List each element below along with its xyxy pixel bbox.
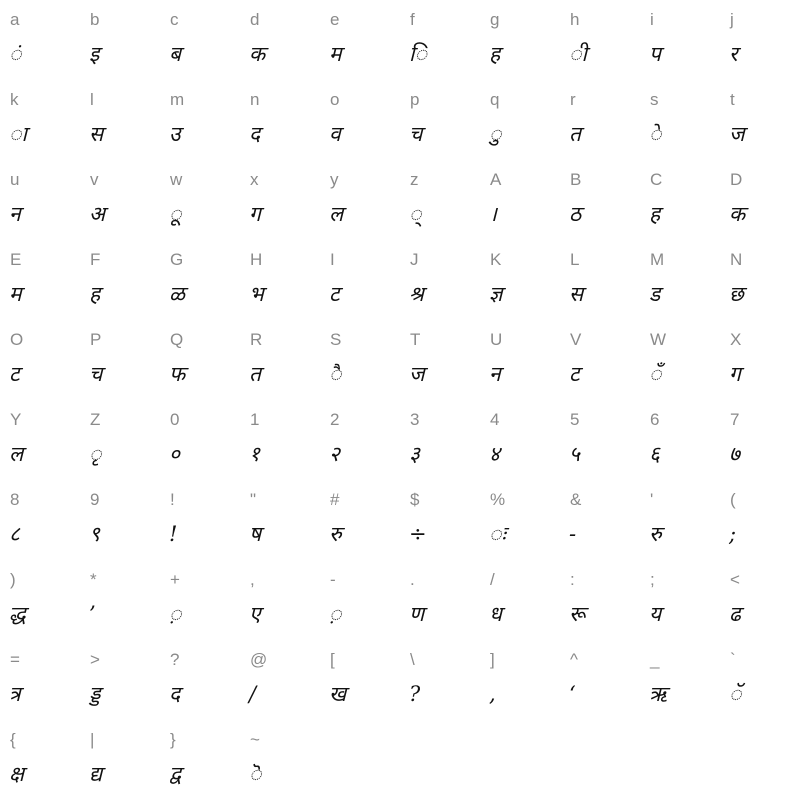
key-label: . [410,570,415,589]
char-cell [640,240,720,320]
char-cell [480,160,560,240]
char-cell [0,640,80,720]
glyph-sample: ळ [169,282,185,306]
key-label: Y [10,410,22,429]
glyph-sample: त्र [9,682,21,706]
glyph-sample: ८ [9,522,20,546]
glyph-sample: ॆ [249,762,262,786]
glyph-sample: ६ [649,442,660,466]
char-cell [240,160,320,240]
glyph-sample: ट [329,282,340,306]
glyph-sample: ा [9,122,27,146]
char-cell [160,480,240,560]
key-label: ( [730,490,736,509]
char-cell [240,80,320,160]
char-cell [240,0,320,80]
key-label: @ [250,650,268,669]
key-label: G [170,250,184,269]
key-label: h [570,10,580,29]
key-label: P [90,330,102,349]
char-cell [560,0,640,80]
key-label: N [730,250,743,269]
char-cell [160,400,240,480]
char-cell [400,240,480,320]
glyph-sample: ; [729,522,737,546]
glyph-sample: े [649,122,662,146]
char-cell [400,320,480,400]
key-label: ` [730,650,736,669]
glyph-sample: ू [169,202,182,226]
char-cell [640,320,720,400]
char-cell [0,0,80,80]
char-cell [400,0,480,80]
key-label: ] [490,650,495,669]
glyph-sample: ऋ [649,682,667,706]
char-cell [160,720,240,800]
glyph-sample: ॅ [729,682,742,706]
glyph-sample: स [89,122,104,146]
glyph-sample: ४ [489,442,500,466]
key-label: X [730,330,742,349]
key-label: : [570,570,575,589]
key-label: 2 [330,410,340,429]
key-label: 7 [730,410,740,429]
char-cell [320,560,400,640]
char-cell [320,80,400,160]
char-cell [320,320,400,400]
glyph-sample: ड्ड [89,682,101,706]
glyph-sample: ल [329,202,344,226]
char-cell [720,0,800,80]
key-label: j [730,10,734,29]
glyph-sample: रू [569,602,586,626]
key-label: p [410,90,420,109]
glyph-sample: ं [9,42,22,66]
key-label: ' [650,490,654,509]
char-cell [560,240,640,320]
glyph-sample: ु [489,122,502,146]
glyph-sample: ट [569,362,580,386]
key-label: z [410,170,419,189]
glyph-sample: य [649,602,662,626]
key-label: ? [170,650,180,669]
char-cell [400,480,480,560]
glyph-sample: द्य [89,762,103,786]
char-cell [80,0,160,80]
char-cell [480,0,560,80]
char-cell [480,240,560,320]
key-label: W [650,330,667,349]
key-label: / [490,570,495,589]
glyph-sample: ृ [89,442,102,466]
glyph-sample: ÷ [409,522,427,546]
glyph-sample: ष [249,522,262,546]
char-cell [160,160,240,240]
glyph-sample: अ [89,202,106,226]
char-cell [240,240,320,320]
glyph-sample: च [89,362,103,386]
char-cell [240,320,320,400]
glyph-sample: ? [409,682,421,706]
key-label: n [250,90,260,109]
char-cell [80,320,160,400]
char-cell [560,400,640,480]
glyph-sample: ल [9,442,24,466]
glyph-sample: फ [169,362,186,386]
glyph-sample: ण [409,602,425,626]
key-label: E [10,250,22,269]
key-label: ; [650,570,655,589]
char-cell [640,560,720,640]
char-cell [720,80,800,160]
key-label: V [570,330,582,349]
char-cell [720,160,800,240]
key-label: f [410,10,415,29]
glyph-sample: - [569,522,577,546]
char-cell [240,720,320,800]
char-cell [240,560,320,640]
key-label: M [650,250,665,269]
glyph-sample: द [169,682,181,706]
key-label: t [730,90,735,109]
char-cell [720,480,800,560]
key-label: 5 [570,410,580,429]
glyph-sample: ि [409,42,427,66]
char-cell [80,160,160,240]
key-label: ^ [570,650,578,669]
key-label: { [10,730,16,749]
key-label: 1 [250,410,260,429]
key-label: & [570,490,582,509]
glyph-sample: ै [329,362,342,386]
glyph-sample: ट [9,362,20,386]
char-cell [320,160,400,240]
char-cell [640,160,720,240]
char-cell [640,80,720,160]
key-label: - [330,570,336,589]
glyph-sample: प [649,42,661,66]
key-label: s [650,90,659,109]
glyph-sample: क [249,42,266,66]
char-cell [640,400,720,480]
char-cell [720,640,800,720]
glyph-sample: ज्ञ [489,282,503,306]
key-label: r [570,90,576,109]
char-cell [720,560,800,640]
glyph-sample: ः [489,522,506,546]
key-label: d [250,10,260,29]
char-cell [400,400,480,480]
key-label: J [410,250,419,269]
glyph-sample: ध [489,602,502,626]
char-cell [720,400,800,480]
glyph-sample: ९ [89,522,100,546]
char-cell [80,80,160,160]
key-label: ~ [250,730,260,749]
char-cell [160,80,240,160]
key-label: x [250,170,259,189]
key-label: = [10,650,20,669]
key-label: , [250,570,255,589]
key-label: % [490,490,506,509]
char-cell [640,640,720,720]
key-label: \ [410,650,415,669]
char-cell [0,480,80,560]
glyph-sample: ह [89,282,101,306]
char-cell [240,640,320,720]
key-label: c [170,10,179,29]
glyph-sample: ’ [89,602,96,626]
glyph-sample: रु [649,522,662,546]
glyph-sample: ‘ [569,682,576,706]
glyph-sample: । [489,202,497,226]
char-cell [640,0,720,80]
key-label: w [170,170,183,189]
glyph-sample: रु [329,522,342,546]
glyph-sample: ़ [169,602,182,626]
glyph-sample: द [249,122,261,146]
char-cell [0,160,80,240]
char-cell [560,560,640,640]
char-cell [160,320,240,400]
glyph-sample: म [9,282,22,306]
key-label: B [570,170,582,189]
key-label: u [10,170,20,189]
glyph-sample: ह [649,202,661,226]
key-label: F [90,250,101,269]
key-label: a [10,10,20,29]
glyph-sample: ग [249,202,261,226]
char-cell [0,320,80,400]
key-label: A [490,170,502,189]
char-cell [0,400,80,480]
key-label: R [250,330,263,349]
glyph-sample: ़ [329,602,342,626]
glyph-sample: छ [729,282,744,306]
char-cell [480,400,560,480]
glyph-sample: ५ [569,442,580,466]
key-label: " [250,490,257,509]
glyph-sample: क [729,202,746,226]
char-cell [640,480,720,560]
glyph-sample: न [489,362,501,386]
char-cell [320,640,400,720]
char-cell [240,400,320,480]
glyph-sample: ज [409,362,425,386]
key-label: K [490,250,502,269]
key-label: [ [330,650,335,669]
char-cell [400,80,480,160]
glyph-sample: ० [169,442,180,466]
key-label: m [170,90,185,109]
glyph-sample: ए [249,602,261,626]
char-cell [480,560,560,640]
char-cell [480,480,560,560]
glyph-sample: श्र [409,282,424,306]
glyph-sample: १ [249,442,260,466]
key-label: H [250,250,263,269]
key-label: * [90,570,97,589]
key-label: Q [170,330,184,349]
char-cell [80,720,160,800]
char-cell [320,0,400,80]
char-cell [400,160,480,240]
glyph-sample: ब [169,42,181,66]
key-label: L [570,250,580,269]
key-label: 3 [410,410,420,429]
glyph-sample: ड [649,282,661,306]
key-label: e [330,10,340,29]
char-cell [80,560,160,640]
glyph-sample: न [9,202,21,226]
char-cell [80,640,160,720]
char-cell [560,640,640,720]
char-cell [0,80,80,160]
key-label: C [650,170,663,189]
key-label: < [730,570,740,589]
glyph-sample: उ [169,122,181,146]
glyph-sample: द्ध [9,602,26,626]
glyph-sample: २ [329,442,340,466]
key-label: O [10,330,24,349]
glyph-sample: त [569,122,581,146]
glyph-sample: ख [329,682,347,706]
key-label: $ [410,490,420,509]
char-cell [80,480,160,560]
glyph-sample: स [569,282,584,306]
key-label: v [90,170,99,189]
glyph-sample: ७ [729,442,740,466]
key-label: 4 [490,410,500,429]
char-cell [560,160,640,240]
key-label: _ [650,650,660,669]
key-label: o [330,90,340,109]
glyph-sample: ढ [729,602,741,626]
glyph-sample: , [489,682,496,706]
key-label: 0 [170,410,180,429]
char-cell [80,240,160,320]
glyph-sample: इ [89,42,100,66]
key-label: T [410,330,421,349]
key-label: g [490,10,500,29]
glyph-sample: ँ [649,362,662,386]
key-label: 8 [10,490,20,509]
key-label: I [330,250,335,269]
glyph-sample: ! [169,522,178,546]
glyph-sample: त [249,362,261,386]
char-cell [480,640,560,720]
glyph-sample: व [329,122,341,146]
char-cell [0,560,80,640]
char-cell [400,640,480,720]
glyph-sample: ग [729,362,741,386]
glyph-sample: द्व [169,762,182,786]
glyph-sample: ३ [409,442,420,466]
key-label: ! [170,490,175,509]
char-cell [160,640,240,720]
key-label: Z [90,410,101,429]
key-label: | [90,730,95,749]
key-label: } [170,730,176,749]
char-cell [560,80,640,160]
key-label: i [650,10,654,29]
glyph-sample: ज [729,122,745,146]
key-label: # [330,490,340,509]
key-label: k [10,90,19,109]
char-cell [480,320,560,400]
char-cell [320,400,400,480]
key-label: b [90,10,100,29]
key-label: y [330,170,339,189]
char-cell [320,240,400,320]
key-label: 9 [90,490,100,509]
glyph-sample: ् [409,202,422,226]
key-label: 6 [650,410,660,429]
key-label: > [90,650,100,669]
key-label: S [330,330,342,349]
key-label: q [490,90,500,109]
char-cell [160,560,240,640]
char-cell [0,240,80,320]
char-cell [160,0,240,80]
char-cell [400,560,480,640]
char-cell [720,240,800,320]
char-cell [480,80,560,160]
glyph-sample: म [329,42,342,66]
key-label: + [170,570,180,589]
char-cell [320,480,400,560]
key-label: ) [10,570,16,589]
glyph-sample: / [249,682,257,706]
char-cell [80,400,160,480]
glyph-sample: ह [489,42,501,66]
key-label: D [730,170,743,189]
char-cell [240,480,320,560]
glyph-sample: क्ष [9,762,25,786]
char-cell [160,240,240,320]
key-label: l [90,90,94,109]
char-cell [0,720,80,800]
char-cell [560,320,640,400]
char-cell [720,320,800,400]
key-label: U [490,330,503,349]
glyph-sample: च [409,122,423,146]
glyph-sample: र [729,42,738,66]
glyph-sample: ठ [569,202,582,226]
glyph-sample: ी [569,42,587,66]
glyph-sample: भ [249,282,264,306]
char-cell [560,480,640,560]
